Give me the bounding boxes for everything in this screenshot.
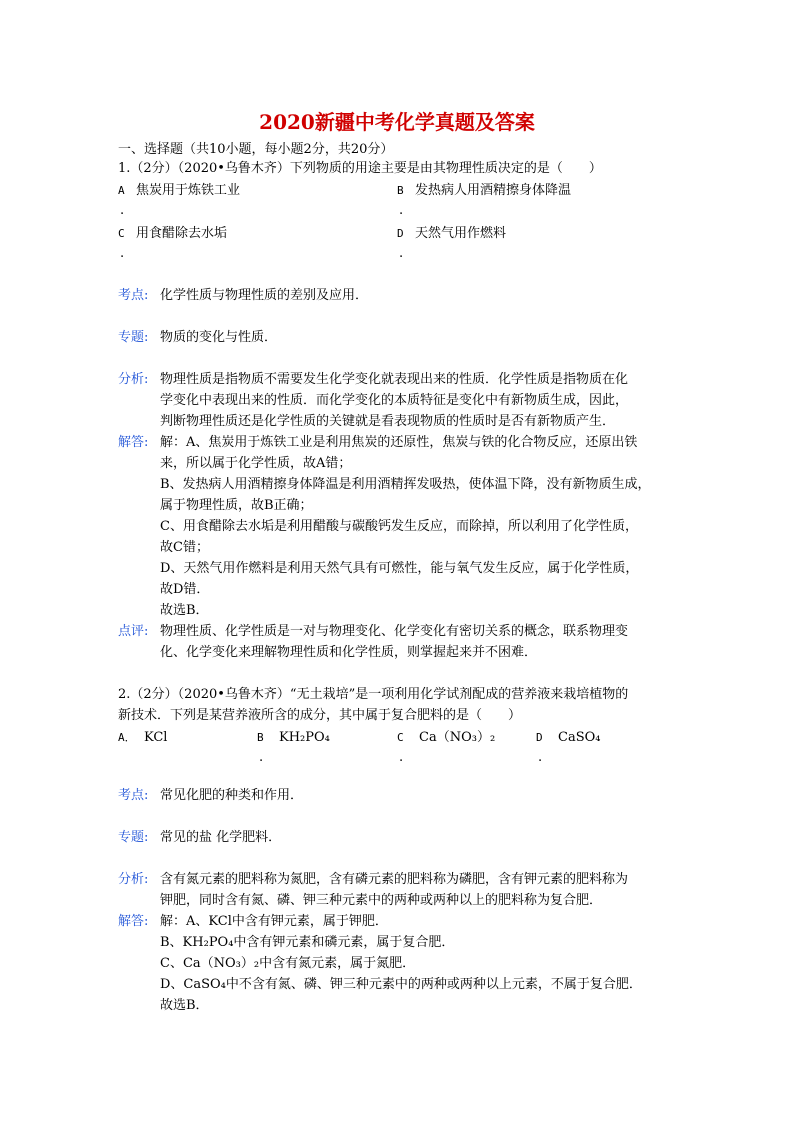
q1-jieda-line: B、发热病人用酒精擦身体降温是利用酒精挥发吸热，使体温下降，没有新物质生成， [160,477,651,492]
q1-dianping-line: 化、化学变化来理解物理性质和化学性质，则掌握起来并不困难． [160,645,538,660]
q1-jieda-line: 故选B． [160,603,209,618]
q1-dianping-label: 点评: [118,624,149,639]
q1-jieda-line: C、用食醋除去水垢是利用醋酸与碳酸钙发生反应，而除掉，所以利用了化学性质， [160,519,638,534]
q2-jieda-line: D、CaSO₄中不含有氮、磷、钾三种元素中的两种或两种以上元素，不属于复合肥． [160,977,642,992]
q2-jieda-line: 解：A、KCl中含有钾元素，属于钾肥． [160,914,388,929]
q1-jieda-line: 属于物理性质，故B正确； [160,498,313,513]
q2-jieda-label: 解答: [118,914,149,929]
q2-option-d: D CaSO₄ [536,730,601,745]
q2-option-b: B KH₂PO₄ [257,730,330,745]
q2-zhuanti-text: 常见的盐 化学肥料． [160,830,282,845]
q1-option-c: C 用食醋除去水垢 [118,226,228,241]
q1-jieda-line: 来，所以属于化学性质，故A错； [160,456,352,471]
q2-option-c: C Ca（NO₃）₂ [397,730,496,745]
q2-fenxi-line: 钾肥，同时含有氮、磷、钾三种元素中的两种或两种以上的肥料称为复合肥． [160,893,603,908]
q2-kaodian-label: 考点: [118,788,149,803]
q1-jieda-line: 故C错； [160,540,209,555]
q2-jieda-line: C、Ca（NO₃）₂中含有氮元素，属于氮肥． [160,956,416,971]
q1-option-a: A 焦炭用于炼铁工业 [118,183,241,198]
q1-option-c-dot: . [120,246,125,261]
q2-option-d-dot: . [538,750,543,765]
q2-option-a: A． KCl [118,730,168,745]
q1-option-d-dot: . [399,246,404,261]
q2-option-b-dot: . [259,750,264,765]
q2-zhuanti-label: 专题: [118,830,149,845]
q1-option-d: D 天然气用作燃料 [397,226,507,241]
q1-fenxi-line: 学变化中表现出来的性质．而化学变化的本质特征是变化中有新物质生成，因此， [160,393,629,408]
q2-fenxi-label: 分析: [118,872,149,887]
q2-option-c-dot: . [399,750,404,765]
q2-jieda-line: B、KH₂PO₄中含有钾元素和磷元素，属于复合肥． [160,935,455,950]
q1-dianping-line: 物理性质、化学性质是一对与物理变化、化学变化有密切关系的概念，联系物理变 [160,624,629,639]
q1-jieda-line: D、天然气用作燃料是利用天然气具有可燃性，能与氧气发生反应，属于化学性质， [160,561,639,576]
q2-kaodian-text: 常见化肥的种类和作用． [160,788,304,803]
page-title: 2020新疆中考化学真题及答案 [259,110,535,134]
q2-stem-line: 新技术．下列是某营养液所含的成分，其中属于复合肥料的是（ ） [118,708,522,723]
q1-option-b-dot: . [399,203,404,218]
q2-stem-line: 2.（2分）（2020•乌鲁木齐）“无土栽培”是一项利用化学试剂配成的营养液来栽培植物的 [118,687,629,702]
section-heading: 一、选择题（共10小题，每小题2分，共20分） [118,142,394,157]
q1-option-b: B 发热病人用酒精擦身体降温 [397,183,572,198]
q1-fenxi-label: 分析: [118,372,149,387]
q2-jieda-line: 故选B． [160,998,209,1013]
q1-option-a-dot: . [120,203,125,218]
q1-zhuanti-text: 物质的变化与性质． [160,330,278,345]
q2-fenxi-line: 含有氮元素的肥料称为氮肥，含有磷元素的肥料称为磷肥，含有钾元素的肥料称为 [160,872,629,887]
q1-jieda-label: 解答: [118,435,149,450]
q1-fenxi-line: 物理性质是指物质不需要发生化学变化就表现出来的性质．化学性质是指物质在化 [160,372,629,387]
q1-stem: 1.（2分）（2020•乌鲁木齐）下列物质的用途主要是由其物理性质决定的是（ ） [118,161,602,176]
q1-kaodian-label: 考点: [118,288,149,303]
q1-kaodian-text: 化学性质与物理性质的差别及应用． [160,288,369,303]
q1-zhuanti-label: 专题: [118,330,149,345]
q1-jieda-line: 故D错． [160,582,210,597]
q1-jieda-line: 解：A、焦炭用于炼铁工业是利用焦炭的还原性，焦炭与铁的化合物反应，还原出铁 [160,435,638,450]
q1-fenxi-line: 判断物理性质还是化学性质的关键就是看表现物质的性质时是否有新物质产生． [160,414,616,429]
